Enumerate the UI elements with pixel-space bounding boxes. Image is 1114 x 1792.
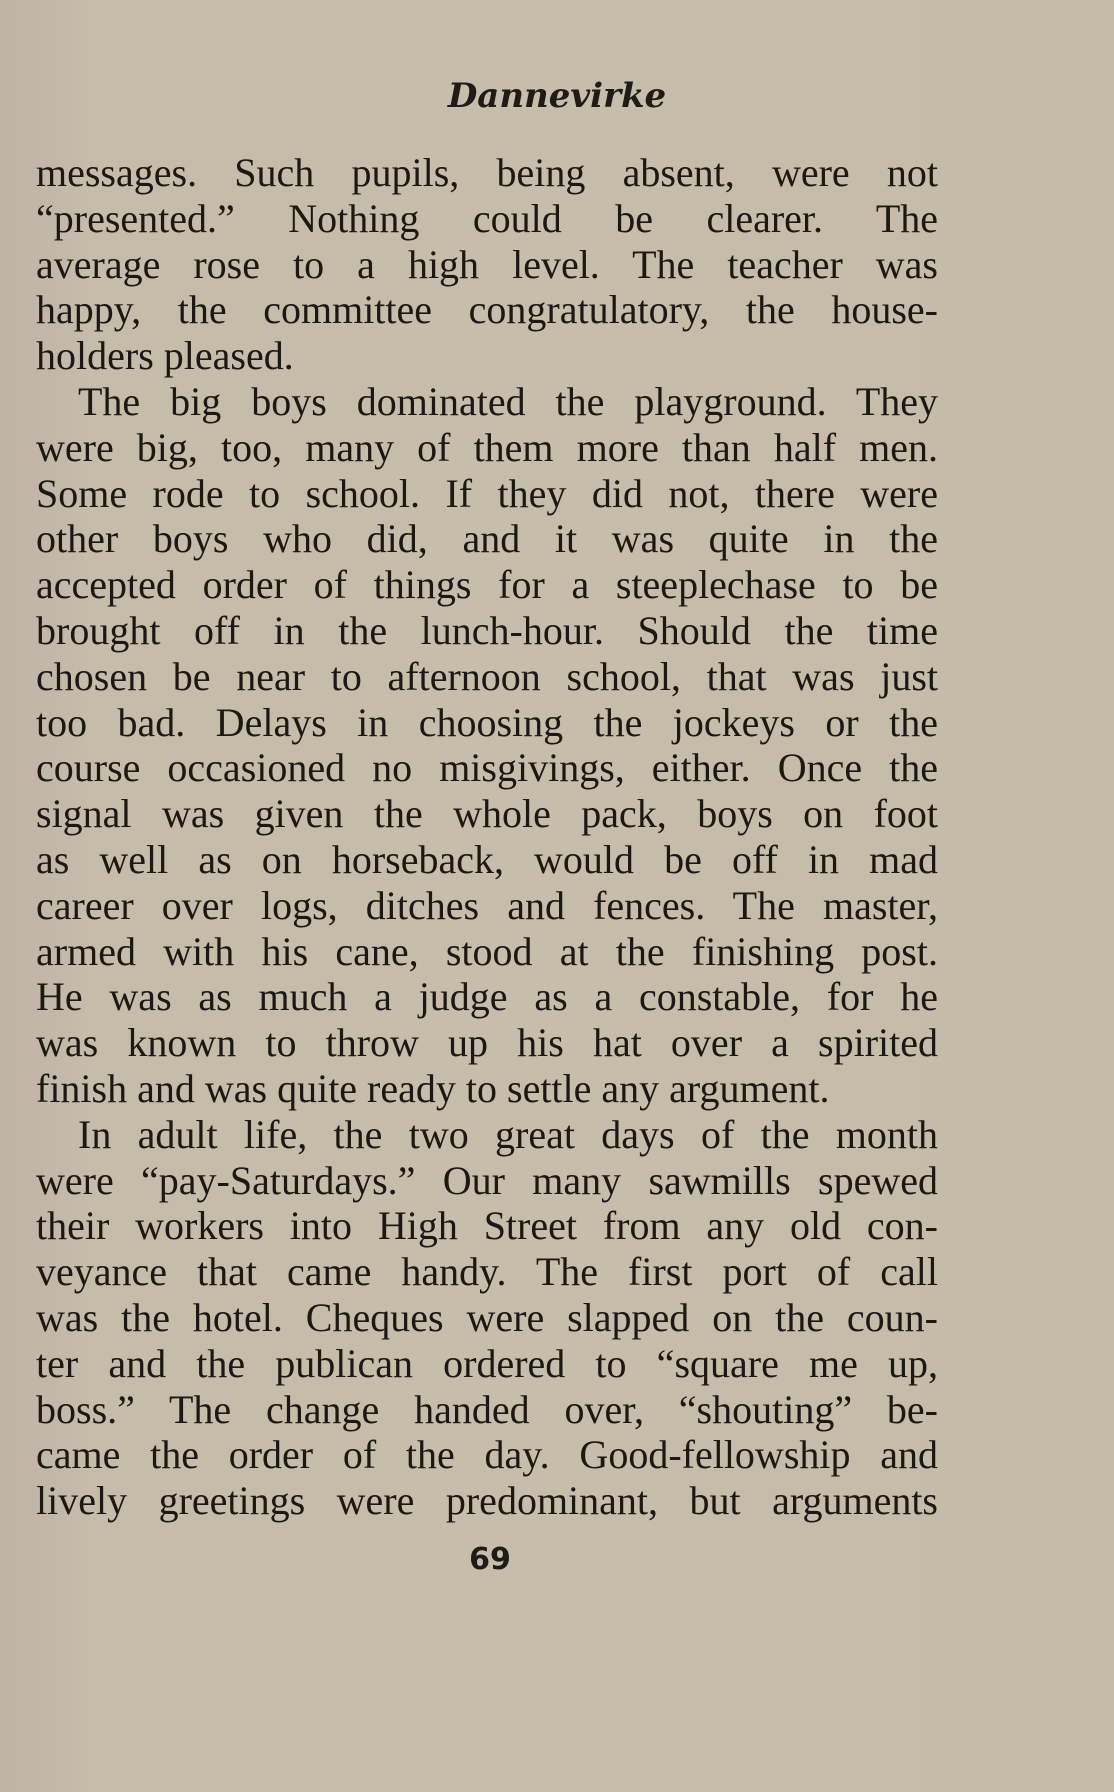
text-line: “presented.” Nothing could be clearer. The: [36, 195, 938, 241]
text-line: course occasioned no misgivings, either. Once the: [36, 745, 938, 791]
running-head: Dannevirke: [447, 76, 667, 116]
text-line: came the order of the day. Good-fellowship and: [36, 1432, 938, 1478]
text-line: career over logs, ditches and fences. The master,: [36, 882, 938, 928]
text-line: average rose to a high level. The teacher was: [36, 241, 938, 287]
text-line: ter and the publican ordered to “square me up,: [36, 1340, 938, 1386]
text-line: was known to throw up his hat over a spirited: [36, 1020, 938, 1066]
page-number: 69: [469, 1542, 511, 1577]
text-line: In adult life, the two great days of the month: [78, 1111, 938, 1157]
text-line: happy, the committee congratulatory, the house-: [36, 287, 938, 333]
text-line: accepted order of things for a steeplechase to be: [36, 562, 938, 608]
text-line: were big, too, many of them more than half men.: [36, 424, 938, 470]
text-line: was the hotel. Cheques were slapped on the coun-: [36, 1294, 938, 1340]
text-line: their workers into High Street from any old con-: [36, 1203, 938, 1249]
text-line: lively greetings were predominant, but arguments: [36, 1478, 938, 1524]
text-line: signal was given the whole pack, boys on foot: [36, 791, 938, 837]
text-line: holders pleased.: [36, 333, 294, 379]
text-line: were “pay-Saturdays.” Our many sawmills spewed: [36, 1157, 938, 1203]
text-line: as well as on horseback, would be off in mad: [36, 836, 938, 882]
text-line: Some rode to school. If they did not, there were: [36, 470, 938, 516]
text-line: messages. Such pupils, being absent, were not: [36, 150, 938, 195]
body-text: [36, 150, 938, 1524]
text-line: brought off in the lunch-hour. Should the time: [36, 607, 938, 653]
text-line: The big boys dominated the playground. They: [78, 378, 938, 424]
text-line: other boys who did, and it was quite in the: [36, 516, 938, 562]
text-line: finish and was quite ready to settle any argument.: [36, 1065, 830, 1111]
text-line: chosen be near to afternoon school, that was just: [36, 653, 938, 699]
text-line: boss.” The change handed over, “shouting” be-: [36, 1386, 938, 1432]
text-line: veyance that came handy. The first port of call: [36, 1249, 938, 1295]
text-line: He was as much a judge as a constable, for he: [36, 974, 938, 1020]
text-line: too bad. Delays in choosing the jockeys or the: [36, 699, 938, 745]
text-line: armed with his cane, stood at the finishing post.: [36, 928, 938, 974]
